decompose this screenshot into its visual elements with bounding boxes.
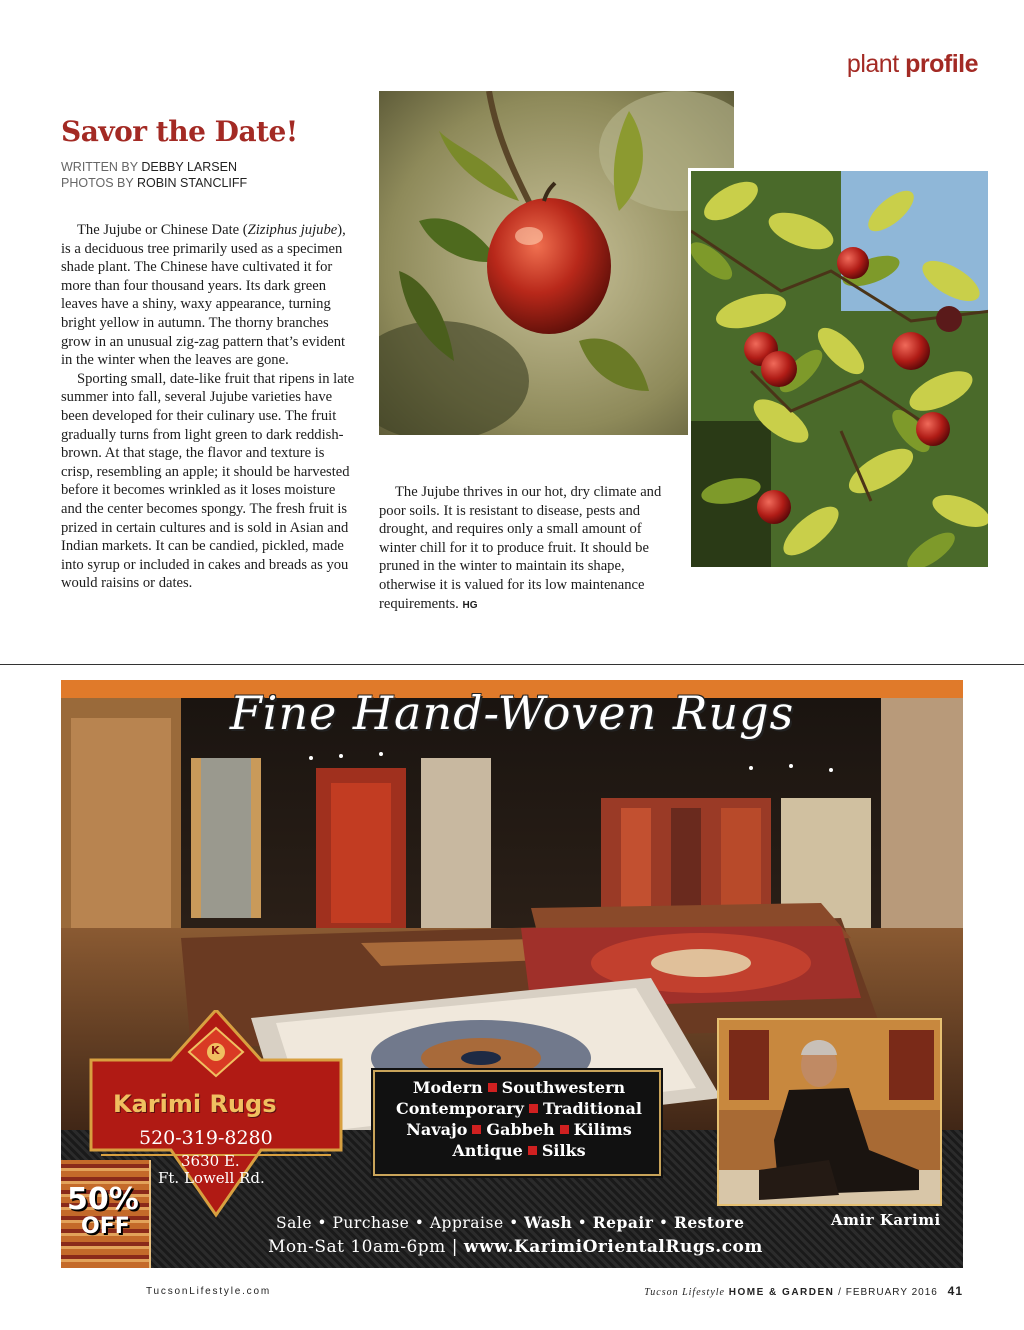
service-purchase: Purchase [332,1214,410,1232]
jujube-fruit-closeup-photo [379,91,734,435]
styles-row-1 [375,1078,663,1097]
end-mark: HG [462,599,478,611]
paragraph-3-text: The Jujube thrives in our hot, dry climate and poor soils. It is resistant to disease, pests and drought, and requires only a small amount of winter chill for it to produce fruit. It should be pruned in the winter to maintain its shape, otherwise it is valued for its low maintenance requirements. [379,484,662,612]
discount-off-label: OFF [81,1214,130,1239]
article-body-column-1 [61,221,358,593]
service-wash: Wash [524,1213,573,1232]
bullet-square-icon [488,1083,497,1092]
owner-name: Amir Karimi [831,1211,941,1229]
style-southwestern: Southwestern [501,1078,626,1097]
paragraph-1-part-a: The Jujube or Chinese Date ( [77,222,248,238]
bullet-square-icon [560,1125,569,1134]
magazine-name: Tucson Lifestyle [644,1287,725,1298]
rug-styles-box [373,1070,661,1176]
website-link[interactable]: www.KarimiOrientalRugs.com [463,1237,763,1257]
paragraph-3 [379,483,664,615]
magazine-section: HOME & GARDEN [728,1287,835,1298]
style-modern: Modern [412,1078,483,1097]
owner-portrait-photo [717,1018,942,1206]
bullet-square-icon [528,1146,537,1155]
article-title: Savor the Date! [61,115,298,148]
page-number: 41 [947,1284,963,1298]
byline-author [61,160,237,174]
style-silks: Silks [541,1141,586,1160]
style-traditional: Traditional [542,1099,642,1118]
business-hours: Mon-Sat 10am-6pm [268,1237,446,1257]
article-body-column-2 [379,483,664,615]
ad-headline: Fine Hand-Woven Rugs [229,686,795,740]
bullet-square-icon [472,1125,481,1134]
address-line-2: Ft. Lowell Rd. [158,1169,265,1187]
style-navajo: Navajo [406,1120,468,1139]
phone-number[interactable]: 520-319-8280 [139,1127,273,1149]
k-monogram: K [211,1044,220,1057]
service-repair: Repair [592,1213,654,1232]
section-label [847,50,978,79]
styles-row-2 [375,1099,663,1118]
brand-name: Karimi Rugs [113,1090,277,1118]
styles-row-4 [375,1141,663,1160]
karimi-rugs-advertisement[interactable] [61,680,963,1268]
paragraph-1 [61,221,358,370]
styles-row-3 [375,1120,663,1139]
section-label-light: plant [846,50,899,78]
photos-by-label: PHOTOS BY [61,176,134,190]
footer-folio [644,1284,963,1298]
style-antique: Antique [452,1141,523,1160]
style-gabbeh: Gabbeh [486,1120,555,1139]
style-contemporary: Contemporary [396,1099,524,1118]
service-appraise: Appraise [429,1214,504,1232]
written-by-label: WRITTEN BY [61,160,138,174]
discount-percent: 50% [67,1182,139,1217]
page-divider [0,664,1024,665]
section-label-bold: profile [905,50,978,78]
style-kilims: Kilims [573,1120,632,1139]
photographer-name: ROBIN STANCLIFF [136,176,248,190]
separator: | [451,1237,458,1257]
author-name: DEBBY LARSEN [141,160,237,174]
jujube-tree-branches-photo [688,168,988,567]
service-sale: Sale [276,1214,312,1232]
byline-photographer [61,176,247,190]
paragraph-1-part-b: ), is a deciduous tree primarily used as a specimen shade plant. The Chinese have cultivated it for more than four thousand years. Its dark green leaves have a shiny, waxy appearance, turning bright yellow in autumn. The thorny branches grow in an unusual zig-zag pattern that’s evident in the winter when the leaves are gone. [61,222,346,369]
service-restore: Restore [673,1213,745,1232]
folio-slash: / [838,1287,842,1298]
hours-and-website [268,1237,763,1257]
scientific-name: Ziziphus jujube [247,222,338,238]
footer-site[interactable]: TucsonLifestyle.com [146,1286,271,1297]
address-line-1: 3630 E. [181,1152,240,1170]
issue-date: FEBRUARY 2016 [845,1287,938,1298]
bullet-square-icon [529,1104,538,1113]
services-line: Sale • Purchase • Appraise • Wash • Repair • Restore [276,1213,745,1232]
paragraph-2: Sporting small, date-like fruit that ripens in late summer into fall, several Jujube varieties have been developed for their culinary use. The fruit gradually turns from light green to dark reddish-brown. At that stage, the flavor and texture is crisp, resembling an apple; it should be harvested before it becomes wrinkled as it loses moisture and the center becomes spongy. The fresh fruit is prized in certain cultures and is sold in Asian and Indian markets. It can be candied, pickled, made into syrup or included in cakes and breads as you would raisins or dates. [61,370,355,592]
